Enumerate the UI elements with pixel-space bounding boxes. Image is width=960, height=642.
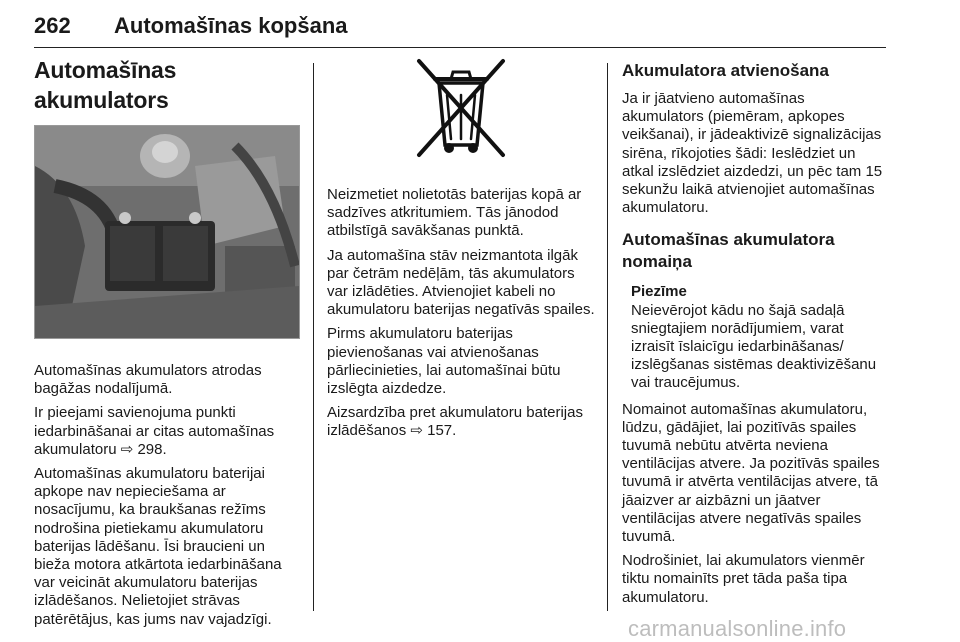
disposal-symbol bbox=[327, 55, 595, 175]
note-title: Piezīme bbox=[631, 283, 687, 301]
paragraph: Automašīnas akumulators atrodas bagāžas nodalījumā. bbox=[34, 362, 262, 398]
column-divider-1 bbox=[313, 63, 314, 611]
watermark: carmanualsonline.info bbox=[628, 616, 847, 641]
note-text: Neievērojot kādu no šajā sadaļā sniegtajiem norādījumiem, varat izraisīt īslaicīgu iedarbināšanas/ izslēgšanas sistēmas deaktivizēšanu vai traucējumus. bbox=[631, 301, 877, 392]
paragraph: Ja ir jāatvieno automašīnas akumulators (piemēram, apkopes veikšanai), ir jādeaktivizē signalizācijas sirēna, rīkojoties šādi: Ieslēdziet un atkal izslēdziet aizdedzi, un pēc tam 15 sekunžu laikā atvienojiet automašīnas akumulatoru. bbox=[622, 90, 883, 217]
paragraph: Nomainot automašīnas akumulatoru, lūdzu, gādājiet, lai pozitīvās spailes tuvumā nebūtu atvērta neviena ventilācijas atvere. Ja pozitīvās spailes tuvumā ir atvērta ventilācijas atvere, tā jāaizver ar aizbāzni un jāatver ventilācijas atvere negatīvās spailes tuvumā. bbox=[622, 400, 880, 546]
engine-bay-illustration bbox=[35, 126, 299, 338]
engine-bay-photo bbox=[34, 125, 300, 339]
column-1 bbox=[34, 55, 304, 635]
replacement-heading: Automašīnas akumulatora nomaiņa bbox=[622, 230, 835, 272]
note-box bbox=[622, 283, 888, 392]
paragraph: Nodrošiniet, lai akumulators vienmēr tiktu nomainīts pret tāda paša tipa akumulatoru. bbox=[622, 552, 865, 606]
page-number: 262 bbox=[34, 13, 71, 38]
page-header bbox=[34, 0, 886, 48]
paragraph: Ja automašīna stāv neizmantota ilgāk par četrām nedēļām, tās akumulators var izlādēties. Atvienojiet kabeli no akumulatoru baterijas negatīvās spailes. bbox=[327, 246, 595, 319]
column-3 bbox=[622, 60, 888, 613]
paragraph: Ir pieejami savienojuma punkti iedarbināšanai ar citas automašīnas akumulatoru ⇨ 298. bbox=[34, 404, 275, 458]
column-2 bbox=[327, 55, 595, 447]
crossed-out-wheelie-bin-icon bbox=[411, 55, 511, 171]
paragraph: Automašīnas akumulatoru baterijai apkope nav nepieciešama ar nosacījumu, ka braukšanas režīms nodrošina pietiekamu akumulatoru baterijas lādēšanu. Īsi braucieni un bieža motora atkārtota iedarbināšana var veicināt akumulatoru baterijas izlādēšanos. Nelietojiet strāvas patērētājus, kas jums nav vajadzīgi. bbox=[34, 465, 282, 628]
paragraph: Aizsardzība pret akumulatoru baterijas izlādēšanos ⇨ 157. bbox=[327, 404, 583, 440]
paragraph: Pirms akumulatoru baterijas pievienošanas vai atvienošanas pārliecinieties, lai automašīnai būtu izslēgta aizdedze. bbox=[327, 325, 561, 398]
paragraph: Neizmetiet nolietotās baterijas kopā ar sadzīves atkritumiem. Tās jānodod atbilstīgā savākšanas punktā. bbox=[327, 186, 582, 240]
battery-heading: Automašīnas akumulators bbox=[34, 57, 177, 113]
section-title: Automašīnas kopšana bbox=[114, 13, 348, 38]
disconnect-heading: Akumulatora atvienošana bbox=[622, 61, 829, 80]
column-divider-2 bbox=[607, 63, 608, 611]
